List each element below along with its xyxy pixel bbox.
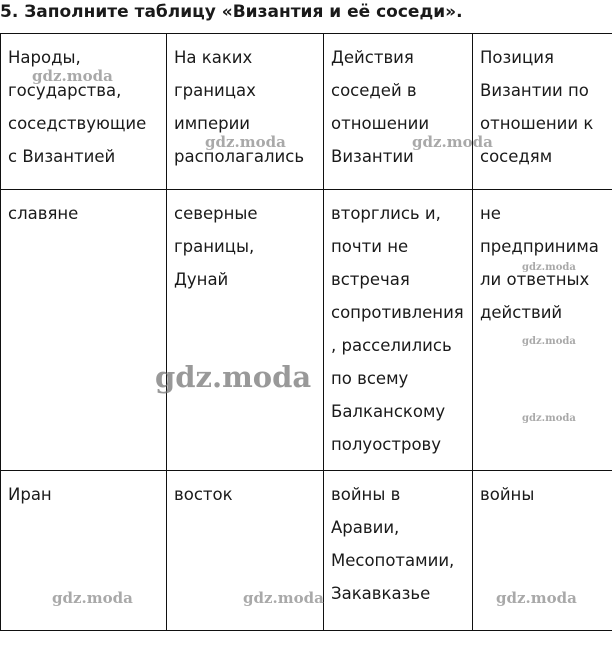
header-cell-peoples: Народы, государства, соседствующие с Византией — [1, 34, 167, 190]
table-cell: восток — [167, 471, 324, 631]
table-cell: славяне — [1, 190, 167, 471]
watermark: gdz.moda — [205, 133, 286, 151]
header-cell-actions: Действия соседей в отношении Византии — [324, 34, 473, 190]
table-cell: вторглись и, почти не встречая сопротивления , расселились по всему Балканскому полуострову — [324, 190, 473, 471]
watermark: gdz.moda — [522, 413, 576, 424]
table-cell: не предпринима ли ответных действий — [473, 190, 612, 471]
watermark: gdz.moda — [52, 589, 133, 607]
watermark: gdz.moda — [155, 360, 312, 394]
task-heading: 5. Заполните таблицу «Византия и её соседи». — [0, 2, 463, 22]
byzantium-neighbors-table — [0, 33, 612, 631]
table-row — [1, 471, 612, 631]
watermark: gdz.moda — [412, 133, 493, 151]
watermark: gdz.moda — [243, 589, 324, 607]
table-cell: войны — [473, 471, 612, 631]
table-cell: северные границы, Дунай — [167, 190, 324, 471]
header-cell-position: Позиция Византии по отношении к соседям — [473, 34, 612, 190]
watermark: gdz.moda — [496, 589, 577, 607]
table-row — [1, 190, 612, 471]
watermark: gdz.moda — [522, 262, 576, 273]
watermark: gdz.moda — [522, 336, 576, 347]
table-cell: Иран — [1, 471, 167, 631]
header-cell-borders: На каких границах империи располагались — [167, 34, 324, 190]
table-cell: войны в Аравии, Месопотамии, Закавказье — [324, 471, 473, 631]
table-header-row — [1, 34, 612, 190]
watermark: gdz.moda — [32, 67, 113, 85]
